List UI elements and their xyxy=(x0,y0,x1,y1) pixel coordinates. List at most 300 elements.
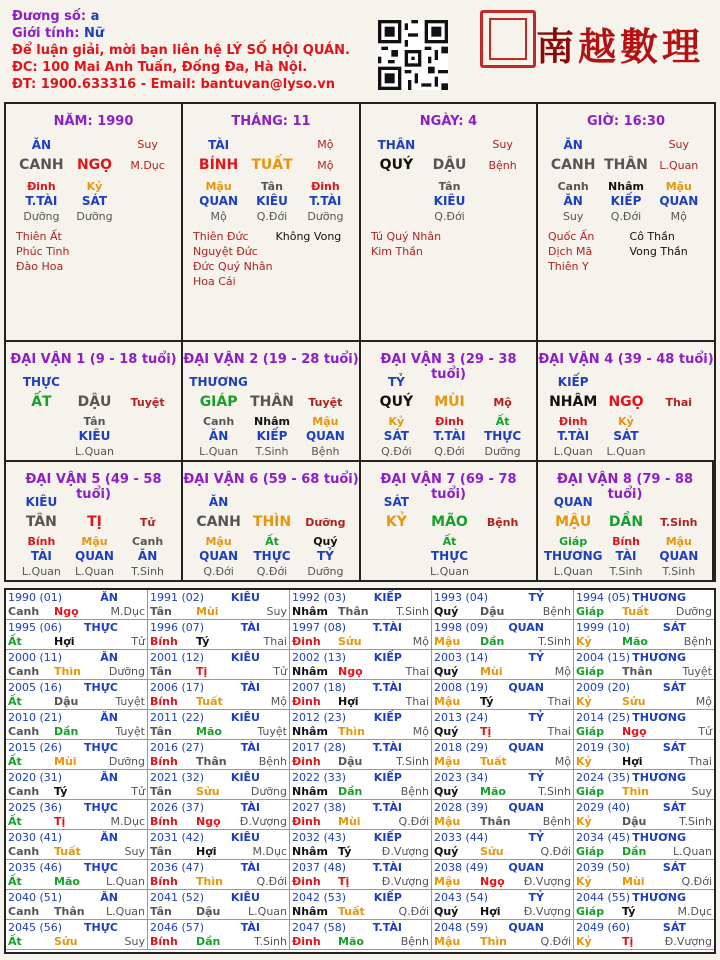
pillar-branch: THÂN xyxy=(604,157,648,173)
year-state: Mộ xyxy=(554,755,571,768)
dv-hidden-stem: Canh xyxy=(203,415,235,428)
year-cell xyxy=(432,620,574,650)
year-branch: Mùi xyxy=(54,755,77,768)
year-cell xyxy=(6,650,148,680)
pillar-state-top: Suy xyxy=(137,138,158,151)
hidden-star: QUAN xyxy=(199,194,239,208)
pillar-branch: NGỌ xyxy=(76,157,113,173)
year-cell xyxy=(290,710,432,740)
dai-van-star: QUAN xyxy=(553,495,593,509)
dai-van-star: ĂN xyxy=(208,495,229,509)
hidden-stem: Kỷ xyxy=(86,180,103,193)
pillar-star: THÂN xyxy=(377,138,416,152)
hidden-star: T.TÀI xyxy=(25,194,58,208)
dv-hidden-state: L.Quan xyxy=(430,565,469,578)
year-label: 1994 (05) xyxy=(576,591,631,604)
year-stem: Quý xyxy=(434,605,459,618)
year-label: 2037 (48) xyxy=(292,861,347,874)
contact-line: Để luận giải, mời bạn liên hệ LÝ SỐ HỘI QUÁN. xyxy=(12,43,350,58)
year-state: Đ.Vượng xyxy=(523,905,571,918)
year-label: 2046 (57) xyxy=(150,921,205,934)
year-label: 2048 (59) xyxy=(434,921,489,934)
dai-van-cell xyxy=(361,462,538,582)
year-star: SÁT xyxy=(662,681,686,694)
year-label: 2013 (24) xyxy=(434,711,489,724)
dv-hidden-star: TÀI xyxy=(615,549,637,563)
dai-van-branch: NGỌ xyxy=(608,394,644,410)
year-branch: Sửu xyxy=(622,695,646,708)
dai-van-cell xyxy=(183,342,361,462)
owner-value: a xyxy=(90,9,100,24)
pillar-cell xyxy=(361,104,538,342)
dv-hidden-stem: Đinh xyxy=(558,415,588,428)
pillar-title: NGÀY: 4 xyxy=(419,114,478,129)
year-label: 2015 (26) xyxy=(8,741,63,754)
dai-van-title: ĐẠI VẬN 4 (39 - 48 tuổi) xyxy=(538,352,714,367)
dai-van-star: KIÊU xyxy=(25,495,58,509)
pillar-cell xyxy=(6,104,183,342)
dv-hidden-stem: Bính xyxy=(612,535,640,548)
year-cell xyxy=(148,620,290,650)
year-state: Đ.Vượng xyxy=(381,875,429,888)
year-label: 2043 (54) xyxy=(434,891,489,904)
year-label: 2004 (15) xyxy=(576,651,631,664)
pillar-stem: CANH xyxy=(19,157,64,173)
year-stem: Nhâm xyxy=(292,785,328,798)
shen-sha-good: Kim Thần xyxy=(371,245,423,258)
year-star: TỶ xyxy=(528,591,544,604)
year-cell xyxy=(6,890,148,920)
year-stem: Kỷ xyxy=(576,695,592,708)
year-star: ĂN xyxy=(100,831,118,844)
year-branch: Thìn xyxy=(54,665,81,678)
year-stem: Quý xyxy=(434,905,459,918)
year-label: 2009 (20) xyxy=(576,681,631,694)
year-cell xyxy=(574,740,714,770)
dv-hidden-state: L.Quan xyxy=(606,445,646,458)
dai-van-title: ĐẠI VẬN 1 (9 - 18 tuổi) xyxy=(10,352,177,367)
year-label: 2036 (47) xyxy=(150,861,205,874)
year-stem: Canh xyxy=(8,605,40,618)
year-label: 2028 (39) xyxy=(434,801,489,814)
year-star: ĂN xyxy=(100,771,118,784)
year-branch: Dậu xyxy=(338,755,363,768)
address-line: ĐC: 100 Mai Anh Tuấn, Đống Đa, Hà Nội. xyxy=(12,60,308,75)
year-state: L.Quan xyxy=(106,875,145,888)
year-cell xyxy=(6,770,148,800)
year-branch: Tý xyxy=(54,785,68,798)
year-cell xyxy=(432,650,574,680)
dv-hidden-star: ĂN xyxy=(137,549,158,563)
year-state: Mộ xyxy=(695,695,712,708)
dv-hidden-stem: Mậu xyxy=(81,535,108,548)
year-branch: Ngọ xyxy=(196,815,221,828)
hidden-stem: Nhâm xyxy=(608,180,644,193)
qr-code-icon[interactable] xyxy=(378,20,448,90)
year-label: 1997 (08) xyxy=(292,621,347,634)
dai-van-title: ĐẠI VẬN 8 (79 - 88 tuổi) xyxy=(557,472,693,502)
year-label: 1992 (03) xyxy=(292,591,347,604)
year-label: 2027 (38) xyxy=(292,801,347,814)
year-star: KIÊU xyxy=(230,711,260,724)
shen-sha-good: Thiên Ất xyxy=(16,230,62,243)
year-label: 2045 (56) xyxy=(8,921,63,934)
year-branch: Mão xyxy=(622,635,648,648)
year-star: SÁT xyxy=(662,921,686,934)
year-cell xyxy=(432,890,574,920)
pillar-stem: BÍNH xyxy=(198,157,239,173)
year-state: Tử xyxy=(698,725,712,738)
year-state: L.Quan xyxy=(106,905,145,918)
year-cell xyxy=(148,920,290,950)
year-state: Tuyệt xyxy=(115,725,145,738)
year-stem: Nhâm xyxy=(292,665,328,678)
dai-van-star: TỶ xyxy=(387,375,405,389)
year-stem: Canh xyxy=(8,725,40,738)
year-star: SÁT xyxy=(662,621,686,634)
hidden-stem: Mậu xyxy=(205,180,232,193)
year-branch: Dậu xyxy=(54,695,79,708)
year-label: 2017 (28) xyxy=(292,741,347,754)
hidden-state: Q.Đới xyxy=(610,210,642,223)
dv-hidden-stem: Nhâm xyxy=(254,415,290,428)
year-state: Bệnh xyxy=(683,635,712,648)
year-star: THỰC xyxy=(84,741,118,754)
hidden-stem: Tân xyxy=(261,180,283,193)
year-stem: Đinh xyxy=(292,815,321,828)
dai-van-branch: THÌN xyxy=(252,514,292,530)
year-stem: Tân xyxy=(150,665,172,678)
year-state: Thai xyxy=(547,725,571,738)
year-star: TÀI xyxy=(240,801,260,814)
year-star: THƯƠNG xyxy=(632,771,686,784)
year-state: Thai xyxy=(263,635,287,648)
dai-van-cell xyxy=(361,342,538,462)
year-label: 2011 (22) xyxy=(150,711,205,724)
shen-sha-good: Quốc Ấn xyxy=(548,230,595,243)
year-stem: Quý xyxy=(434,665,459,678)
dv-hidden-stem: Giáp xyxy=(559,535,588,548)
year-cell xyxy=(6,830,148,860)
shen-sha-good: Phúc Tinh xyxy=(16,245,70,258)
pillar-star: ĂN xyxy=(31,138,52,152)
phone-email-line: ĐT: 1900.633316 - Email: bantuvan@lyso.vn xyxy=(12,77,336,92)
year-label: 2026 (37) xyxy=(150,801,205,814)
dv-hidden-star: THỰC xyxy=(430,549,469,563)
year-state: Thai xyxy=(547,695,571,708)
dai-van-star: SÁT xyxy=(383,495,409,509)
year-branch: Tị xyxy=(622,935,634,948)
year-cell xyxy=(6,860,148,890)
dai-van-stem: NHÂM xyxy=(549,394,598,410)
year-branch: Dần xyxy=(54,725,79,738)
dv-hidden-stem: Ất xyxy=(495,415,510,428)
year-cell xyxy=(6,680,148,710)
shen-sha-good: Đức Quý Nhân xyxy=(193,260,273,273)
hidden-state: Dưỡng xyxy=(307,210,344,223)
year-star: THỰC xyxy=(84,621,118,634)
header-info xyxy=(12,8,350,93)
hidden-stem: Đinh xyxy=(311,180,340,193)
year-state: Q.Đới xyxy=(540,845,571,858)
year-label: 2047 (58) xyxy=(292,921,347,934)
year-stem: Giáp xyxy=(576,905,605,918)
dv-hidden-stem: Canh xyxy=(132,535,164,548)
dv-hidden-star: QUAN xyxy=(75,549,114,563)
year-star: ĂN xyxy=(100,891,118,904)
year-stem: Mậu xyxy=(434,755,461,768)
year-stem: Mậu xyxy=(434,815,461,828)
gender-label: Giới tính: xyxy=(12,26,80,41)
dai-van-state: Mộ xyxy=(493,396,512,409)
year-label: 2006 (17) xyxy=(150,681,205,694)
pillar-cell xyxy=(538,104,714,342)
year-branch: Thân xyxy=(196,755,227,768)
dv-hidden-stem: Mậu xyxy=(665,535,692,548)
year-cell xyxy=(432,770,574,800)
year-stem: Mậu xyxy=(434,635,461,648)
dv-hidden-star: THỰC xyxy=(253,549,291,563)
year-star: KIẾP xyxy=(373,831,402,844)
year-label: 1996 (07) xyxy=(150,621,205,634)
year-branch: Thìn xyxy=(622,785,649,798)
year-cell xyxy=(148,770,290,800)
year-branch: Dần xyxy=(480,635,505,648)
year-branch: Dần xyxy=(622,845,647,858)
hidden-state: Dưỡng xyxy=(23,210,60,223)
year-stem: Nhâm xyxy=(292,725,328,738)
year-state: Dưỡng xyxy=(108,665,145,678)
year-branch: Thân xyxy=(54,905,85,918)
dai-van-stem: ẤT xyxy=(31,394,52,410)
year-branch: Ngọ xyxy=(622,725,647,738)
year-state: Đ.Vượng xyxy=(239,815,287,828)
year-cell xyxy=(574,830,714,860)
year-star: THỰC xyxy=(84,801,118,814)
year-label: 2035 (46) xyxy=(8,861,63,874)
year-star: QUAN xyxy=(508,861,544,874)
year-stem: Giáp xyxy=(576,605,605,618)
year-cell xyxy=(432,920,574,950)
year-stem: Nhâm xyxy=(292,605,328,618)
dv-hidden-state: T.Sinh xyxy=(609,565,643,578)
year-stem: Ất xyxy=(8,935,22,948)
year-branch: Tị xyxy=(480,725,492,738)
year-label: 2038 (49) xyxy=(434,861,489,874)
dai-van-star: THỰC xyxy=(22,375,60,389)
hidden-star: QUAN xyxy=(659,194,699,208)
year-branch: Thìn xyxy=(196,875,223,888)
year-cell xyxy=(574,680,714,710)
year-star: KIẾP xyxy=(373,771,402,784)
year-cell xyxy=(6,590,148,620)
year-branch: Mão xyxy=(338,935,364,948)
year-stem: Đinh xyxy=(292,935,321,948)
year-cell xyxy=(148,890,290,920)
year-branch: Tuất xyxy=(196,695,223,708)
hidden-state: Suy xyxy=(562,210,584,223)
dv-hidden-state: Dưỡng xyxy=(484,445,521,458)
pillar-title: THÁNG: 11 xyxy=(231,114,311,129)
year-stem: Ất xyxy=(8,635,22,648)
year-branch: Ngọ xyxy=(338,665,363,678)
year-cell xyxy=(574,620,714,650)
year-star: TÀI xyxy=(240,681,260,694)
year-label: 2031 (42) xyxy=(150,831,205,844)
year-branch: Mão xyxy=(54,875,80,888)
dv-hidden-state: L.Quan xyxy=(75,445,114,458)
hidden-stem: Tân xyxy=(438,180,461,193)
year-stem: Bính xyxy=(150,755,178,768)
dv-hidden-star: KIẾP xyxy=(256,429,288,443)
year-state: M.Dục xyxy=(110,815,145,828)
year-star: KIÊU xyxy=(230,891,260,904)
hidden-star: T.TÀI xyxy=(309,194,342,208)
dai-van-state: Thai xyxy=(665,396,693,409)
year-label: 2024 (35) xyxy=(576,771,631,784)
year-label: 2021 (32) xyxy=(150,771,205,784)
year-state: Thai xyxy=(405,695,429,708)
yearly-table xyxy=(4,588,716,954)
dv-hidden-state: Dưỡng xyxy=(307,565,344,578)
hidden-star: SÁT xyxy=(81,194,108,208)
year-star: KIÊU xyxy=(230,831,260,844)
dai-van-title: ĐẠI VẬN 5 (49 - 58 tuổi) xyxy=(25,472,162,502)
year-label: 2040 (51) xyxy=(8,891,63,904)
year-state: Bệnh xyxy=(400,935,429,948)
year-star: KIÊU xyxy=(230,651,260,664)
dv-hidden-stem: Ất xyxy=(442,535,457,548)
year-stem: Kỷ xyxy=(576,935,592,948)
year-star: ĂN xyxy=(100,651,118,664)
year-stem: Kỷ xyxy=(576,815,592,828)
hidden-state: Mộ xyxy=(210,210,227,223)
dai-van-state: Bệnh xyxy=(486,516,519,529)
year-state: T.Sinh xyxy=(538,635,571,648)
dv-hidden-star: SÁT xyxy=(383,429,409,443)
shen-sha-good: Nguyệt Đức xyxy=(193,245,258,258)
year-label: 2019 (30) xyxy=(576,741,631,754)
dv-hidden-star: QUAN xyxy=(199,549,239,563)
year-stem: Mậu xyxy=(434,875,461,888)
year-cell xyxy=(6,620,148,650)
year-branch: Mão xyxy=(480,785,506,798)
year-star: T.TÀI xyxy=(372,681,402,694)
year-star: TÀI xyxy=(240,921,260,934)
pillar-title: NĂM: 1990 xyxy=(53,114,134,129)
year-state: Q.Đới xyxy=(681,875,712,888)
year-state: L.Quan xyxy=(673,845,712,858)
year-branch: Tuất xyxy=(622,605,649,618)
year-label: 2018 (29) xyxy=(434,741,489,754)
dv-hidden-stem: Kỷ xyxy=(618,415,634,428)
year-cell xyxy=(148,710,290,740)
year-state: Bệnh xyxy=(258,755,287,768)
year-cell xyxy=(574,650,714,680)
year-state: Mộ xyxy=(554,665,571,678)
dai-van-cell xyxy=(538,462,714,582)
year-stem: Giáp xyxy=(576,665,605,678)
year-star: TÀI xyxy=(240,861,260,874)
year-star: THƯƠNG xyxy=(632,591,686,604)
year-state: Đ.Vượng xyxy=(664,935,712,948)
year-label: 1998 (09) xyxy=(434,621,489,634)
year-state: Bệnh xyxy=(400,785,429,798)
dai-van-branch: MÃO xyxy=(431,514,468,530)
dai-van-star: THƯƠNG xyxy=(189,375,248,389)
dai-van-star: KIẾP xyxy=(557,375,589,389)
year-branch: Ngọ xyxy=(480,875,505,888)
year-label: 2014 (25) xyxy=(576,711,631,724)
dv-hidden-state: Q.Đới xyxy=(203,565,234,578)
year-branch: Thân xyxy=(480,815,511,828)
year-label: 2008 (19) xyxy=(434,681,489,694)
year-state: Q.Đới xyxy=(398,905,429,918)
dv-hidden-stem: Quý xyxy=(313,535,338,548)
pillar-stem: CANH xyxy=(550,157,596,173)
year-stem: Mậu xyxy=(434,935,461,948)
year-star: SÁT xyxy=(662,801,686,814)
year-cell xyxy=(574,920,714,950)
dv-hidden-star: KIÊU xyxy=(78,429,111,443)
year-stem: Giáp xyxy=(576,845,605,858)
year-state: Mộ xyxy=(412,725,429,738)
year-stem: Bính xyxy=(150,815,178,828)
year-state: Tử xyxy=(131,635,145,648)
year-state: Suy xyxy=(691,785,712,798)
pillar-star: ĂN xyxy=(563,138,583,152)
year-star: T.TÀI xyxy=(372,861,402,874)
dv-hidden-star: THƯƠNG xyxy=(543,549,603,563)
year-state: Suy xyxy=(124,845,145,858)
year-cell xyxy=(574,800,714,830)
dv-hidden-state: T.Sinh xyxy=(662,565,696,578)
year-branch: Hợi xyxy=(54,635,75,648)
shen-sha-good: Hoa Cái xyxy=(193,275,236,288)
dv-hidden-stem: Mậu xyxy=(312,415,339,428)
year-stem: Đinh xyxy=(292,875,321,888)
hidden-star: KIÊU xyxy=(256,194,288,208)
year-label: 2003 (14) xyxy=(434,651,489,664)
year-stem: Ất xyxy=(8,755,22,768)
year-star: QUAN xyxy=(508,741,544,754)
year-label: 1990 (01) xyxy=(8,591,63,604)
year-label: 2001 (12) xyxy=(150,651,205,664)
year-label: 1999 (10) xyxy=(576,621,631,634)
year-label: 2049 (60) xyxy=(576,921,631,934)
year-label: 1993 (04) xyxy=(434,591,489,604)
year-state: Thai xyxy=(405,665,429,678)
year-branch: Dần xyxy=(338,785,363,798)
year-branch: Dần xyxy=(196,935,221,948)
year-branch: Tị xyxy=(54,815,66,828)
year-stem: Quý xyxy=(434,725,459,738)
dai-van-title: ĐẠI VẬN 2 (19 - 28 tuổi) xyxy=(183,352,359,367)
year-star: TÀI xyxy=(240,741,260,754)
year-label: 2029 (40) xyxy=(576,801,631,814)
shen-sha-good: Đào Hoa xyxy=(16,260,64,273)
dai-van-branch: DẦN xyxy=(608,514,644,530)
year-star: T.TÀI xyxy=(372,801,402,814)
year-cell xyxy=(290,860,432,890)
year-cell xyxy=(6,710,148,740)
year-stem: Đinh xyxy=(292,635,321,648)
year-state: T.Sinh xyxy=(396,755,429,768)
dai-van-state: T.Sinh xyxy=(660,516,698,529)
year-branch: Mùi xyxy=(196,605,219,618)
dai-van-title: ĐẠI VẬN 7 (69 - 78 tuổi) xyxy=(380,472,517,502)
dai-van-stem: CANH xyxy=(196,514,241,530)
